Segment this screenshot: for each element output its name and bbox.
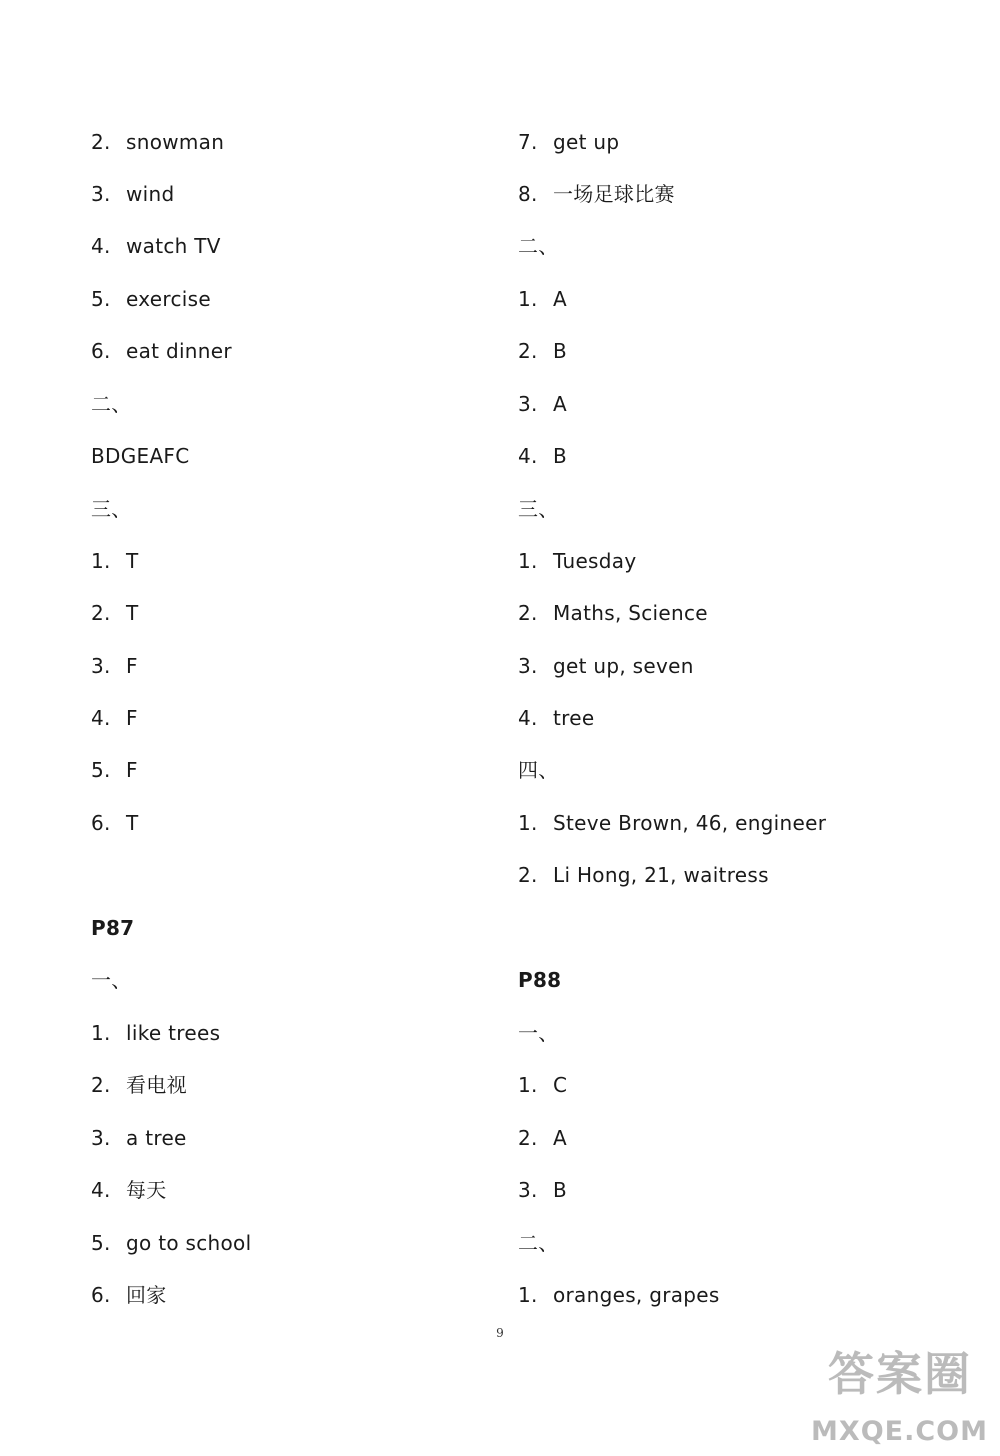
answer-item: 2. T: [91, 601, 139, 625]
answer-item: 5. F: [91, 758, 138, 782]
answer-item: 1. T: [91, 549, 139, 573]
section-label: 一、: [518, 1021, 559, 1045]
answer-item: 2. snowman: [91, 130, 225, 154]
section-label: 三、: [518, 497, 559, 521]
section-label: 二、: [518, 234, 559, 258]
answer-sequence: BDGEAFC: [91, 444, 190, 468]
section-label: 二、: [518, 1231, 559, 1255]
answer-item: 1. Tuesday: [518, 549, 637, 573]
section-label: 二、: [91, 392, 132, 416]
answer-item: 1. A: [518, 287, 567, 311]
answer-item: 3. a tree: [91, 1126, 187, 1150]
answer-item: 4. B: [518, 444, 568, 468]
answer-item: 1. C: [518, 1073, 568, 1097]
section-label: 三、: [91, 497, 132, 521]
answer-item: 2. B: [518, 339, 568, 363]
answer-item: 5. exercise: [91, 287, 211, 311]
answer-item: 2. A: [518, 1126, 567, 1150]
answer-item: 4. tree: [518, 706, 595, 730]
answer-item: 4. F: [91, 706, 138, 730]
section-label: 四、: [518, 758, 559, 782]
answer-item: 1. like trees: [91, 1021, 221, 1045]
answer-item: 4. 每天: [91, 1178, 167, 1202]
answer-item: 1. oranges, grapes: [518, 1283, 720, 1307]
answer-item: 3. wind: [91, 182, 175, 206]
answer-item: 2. Maths, Science: [518, 601, 708, 625]
answer-item: 5. go to school: [91, 1231, 252, 1255]
answer-item: 1. Steve Brown, 46, engineer: [518, 811, 827, 835]
answer-item: 6. 回家: [91, 1283, 167, 1307]
answer-item: 8. 一场足球比赛: [518, 182, 675, 206]
section-label: 一、: [91, 968, 132, 992]
page-heading-p87: P87: [91, 916, 135, 940]
page-number: 9: [496, 1326, 504, 1340]
answer-item: 3. B: [518, 1178, 568, 1202]
watermark-logo: [808, 1348, 988, 1448]
answer-item: 3. A: [518, 392, 567, 416]
answer-item: 7. get up: [518, 130, 620, 154]
answer-item: 4. watch TV: [91, 234, 221, 258]
answer-item: 2. Li Hong, 21, waitress: [518, 863, 769, 887]
watermark-title: 答案圈: [828, 1347, 972, 1401]
answer-item: 6. T: [91, 811, 139, 835]
answer-item: 6. eat dinner: [91, 339, 232, 363]
answer-item: 3. get up, seven: [518, 654, 694, 678]
watermark-url: MXQE.COM: [811, 1416, 988, 1447]
page-heading-p88: P88: [518, 968, 562, 992]
answer-item: 2. 看电视: [91, 1073, 187, 1097]
answer-item: 3. F: [91, 654, 138, 678]
